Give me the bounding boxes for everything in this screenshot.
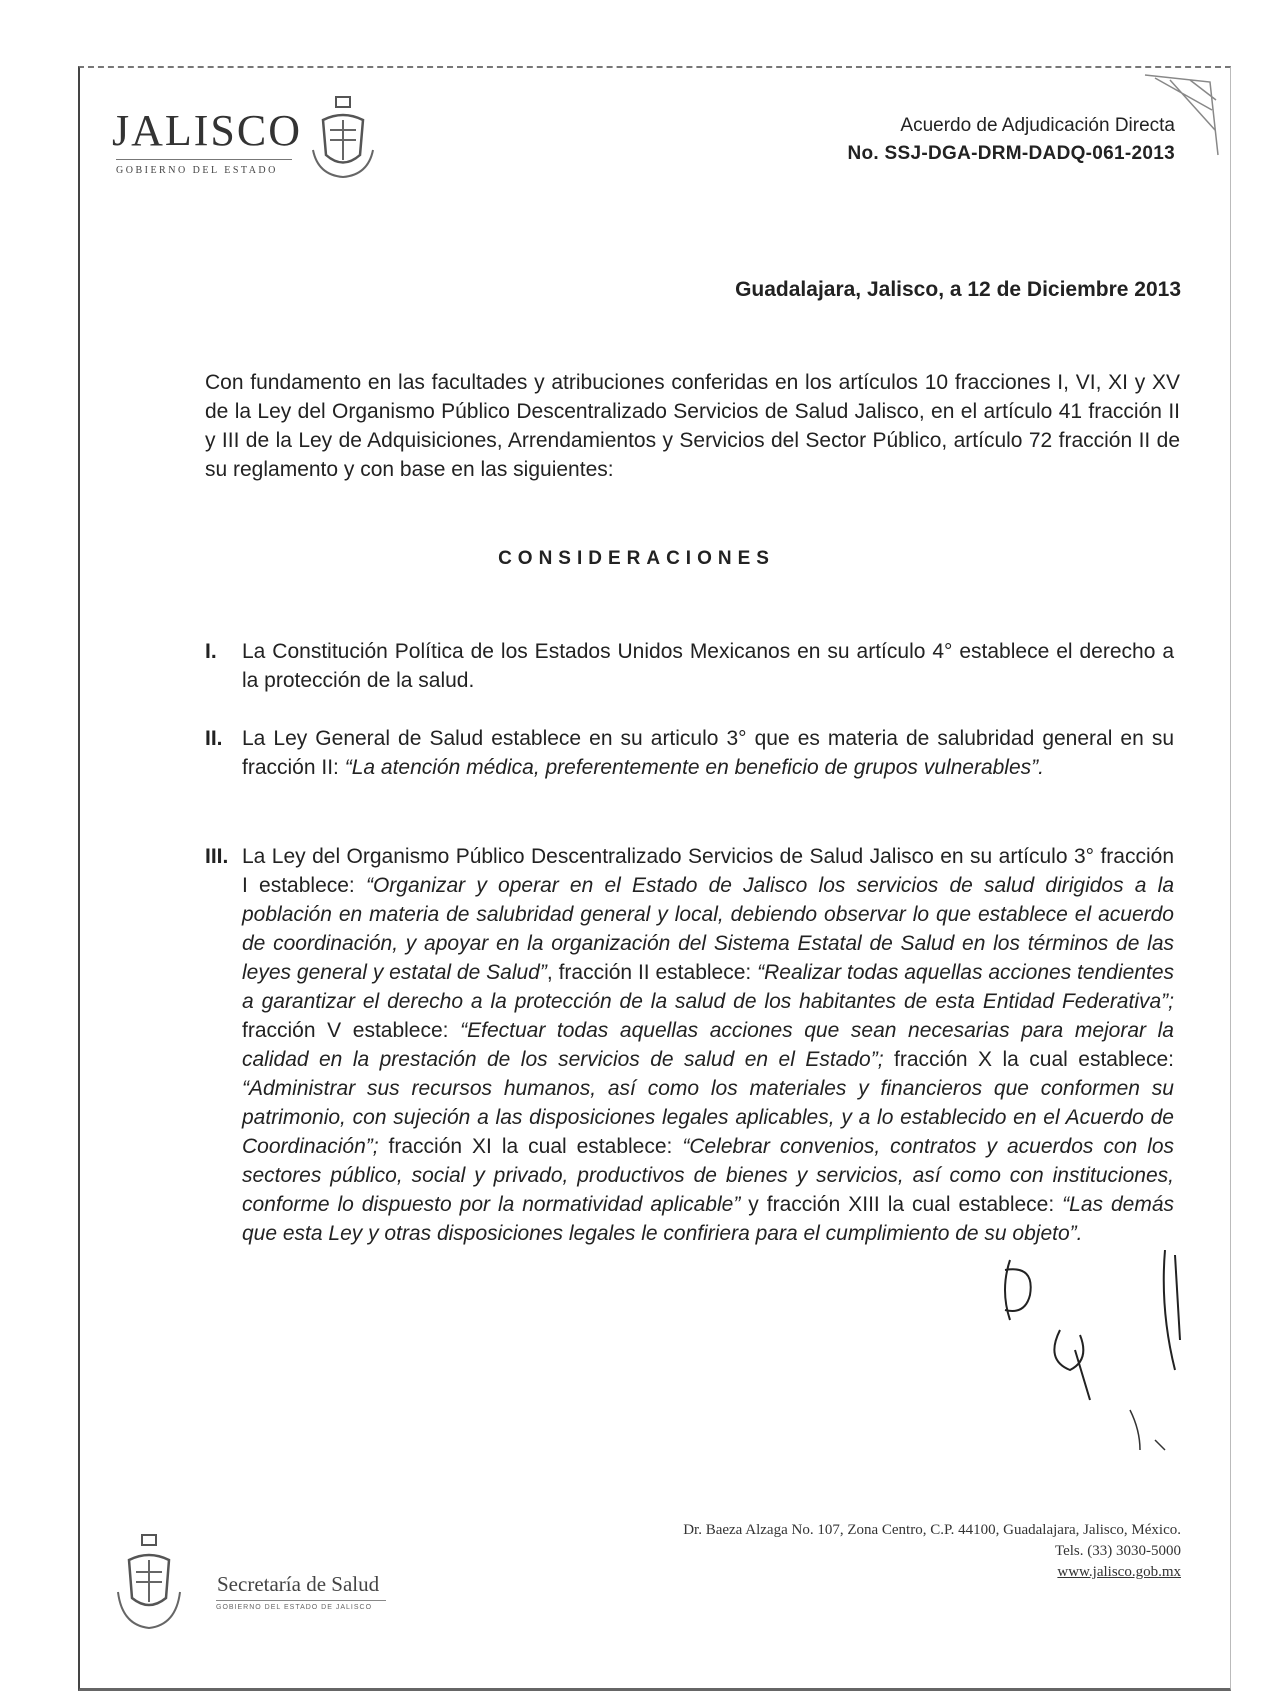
item-text-plain: y fracción XIII la cual establece: bbox=[740, 1193, 1063, 1216]
item-text: La Constitución Política de los Estados Unidos Mexicanos en su artículo 4° establece el derecho a la protección de la salud. bbox=[242, 640, 1174, 692]
document-header bbox=[847, 112, 1175, 168]
item-quote: “Las demás que esta Ley y otras disposiciones legales le confiriera para el cumplimiento de su objeto”. bbox=[242, 1193, 1174, 1245]
footer-address: Dr. Baeza Alzaga No. 107, Zona Centro, C.P. 44100, Guadalajara, Jalisco, México. bbox=[683, 1522, 1181, 1538]
item-text-plain: fracción V establece: bbox=[242, 1019, 461, 1042]
item-number: III. bbox=[205, 845, 229, 868]
intro-paragraph: Con fundamento en las facultades y atribuciones conferidas en los artículos 10 fracciones I, VI, XI y XV de la Ley del Organismo Público Descentralizado Servicios de Salud Jalisco, en el artículo 41 fracción II y III de la Ley de Adquisiciones, Arrendamientos y Servicios del Sector Público, artículo 72 fracción II de su reglamento y con base en las siguientes: bbox=[205, 371, 1180, 481]
health-seal-icon bbox=[112, 1530, 187, 1640]
item-quote: “Administrar sus recursos humanos, así como los materiales y financieros que conformen su patrimonio, con sujeción a las disposiciones legales aplicables, y a lo establecido en el Acuerdo de Coordinación”; bbox=[242, 1077, 1174, 1158]
item-quote: “Organizar y operar en el Estado de Jalisco los servicios de salud dirigidos a la población en materia de salubridad general y local, debiendo observar lo que establece el acuerdo de coordinación, y apoyar en la organización del Sistema Estatal de Salud en los términos de las leyes general y estatal de Salud” bbox=[242, 874, 1175, 984]
footer-logo-rule bbox=[216, 1600, 386, 1601]
document-number: No. SSJ-DGA-DRM-DADQ-061-2013 bbox=[847, 143, 1175, 164]
state-seal-icon bbox=[308, 95, 378, 185]
item-text-plain: fracción XI la cual establece: bbox=[378, 1135, 683, 1158]
footer-address-block bbox=[683, 1520, 1181, 1583]
item-text-plain: La Ley del Organismo Público Descentralizado Servicios de Salud Jalisco en su artículo 3° fracción I establece: bbox=[242, 845, 1174, 897]
handwritten-initials bbox=[990, 1250, 1220, 1530]
logo-text: JALISCO bbox=[112, 106, 303, 155]
item-text-plain: , fracción II establece: bbox=[546, 961, 758, 984]
item-quote: “Celebrar convenios, contratos y acuerdos con los sectores público, social y privado, productivos de bienes y servicios, así como con instituciones, conforme lo dispuesto por la normatividad aplicable” bbox=[242, 1135, 1174, 1216]
date-line: Guadalajara, Jalisco, a 12 de Diciembre 2013 bbox=[735, 278, 1181, 301]
logo-rule bbox=[116, 159, 292, 160]
logo-subtitle: GOBIERNO DEL ESTADO bbox=[116, 165, 278, 176]
item-quote: “La atención médica, preferentemente en beneficio de grupos vulnerables”. bbox=[344, 756, 1044, 779]
item-text bbox=[242, 724, 1174, 782]
item-text bbox=[242, 842, 1174, 1248]
item-text-plain: fracción X la cual establece: bbox=[883, 1048, 1174, 1071]
item-quote: “Realizar todas aquellas acciones tendientes a garantizar el derecho a la protección de la salud de los habitantes de esta Entidad Federativa”; bbox=[242, 961, 1174, 1013]
footer-website-link[interactable]: www.jalisco.gob.mx bbox=[1057, 1564, 1181, 1580]
section-title: CONSIDERACIONES bbox=[498, 548, 775, 569]
item-text-plain: La Ley General de Salud establece en su articulo 3° que es materia de salubridad general en su fracción II: bbox=[242, 727, 1174, 779]
footer-logo-subtitle: GOBIERNO DEL ESTADO DE JALISCO bbox=[216, 1604, 373, 1611]
item-number: II. bbox=[205, 727, 223, 750]
item-quote: “Efectuar todas aquellas acciones que sean necesarias para mejorar la calidad en la prestación de los servicios de salud en el Estado”; bbox=[242, 1019, 1174, 1071]
footer-phone: Tels. (33) 3030-5000 bbox=[1054, 1543, 1181, 1559]
footer-logo-name: Secretaría de Salud bbox=[217, 1572, 380, 1596]
secretaria-salud-logo bbox=[112, 1530, 412, 1640]
document-type: Acuerdo de Adjudicación Directa bbox=[900, 115, 1175, 136]
item-number: I. bbox=[205, 640, 217, 663]
